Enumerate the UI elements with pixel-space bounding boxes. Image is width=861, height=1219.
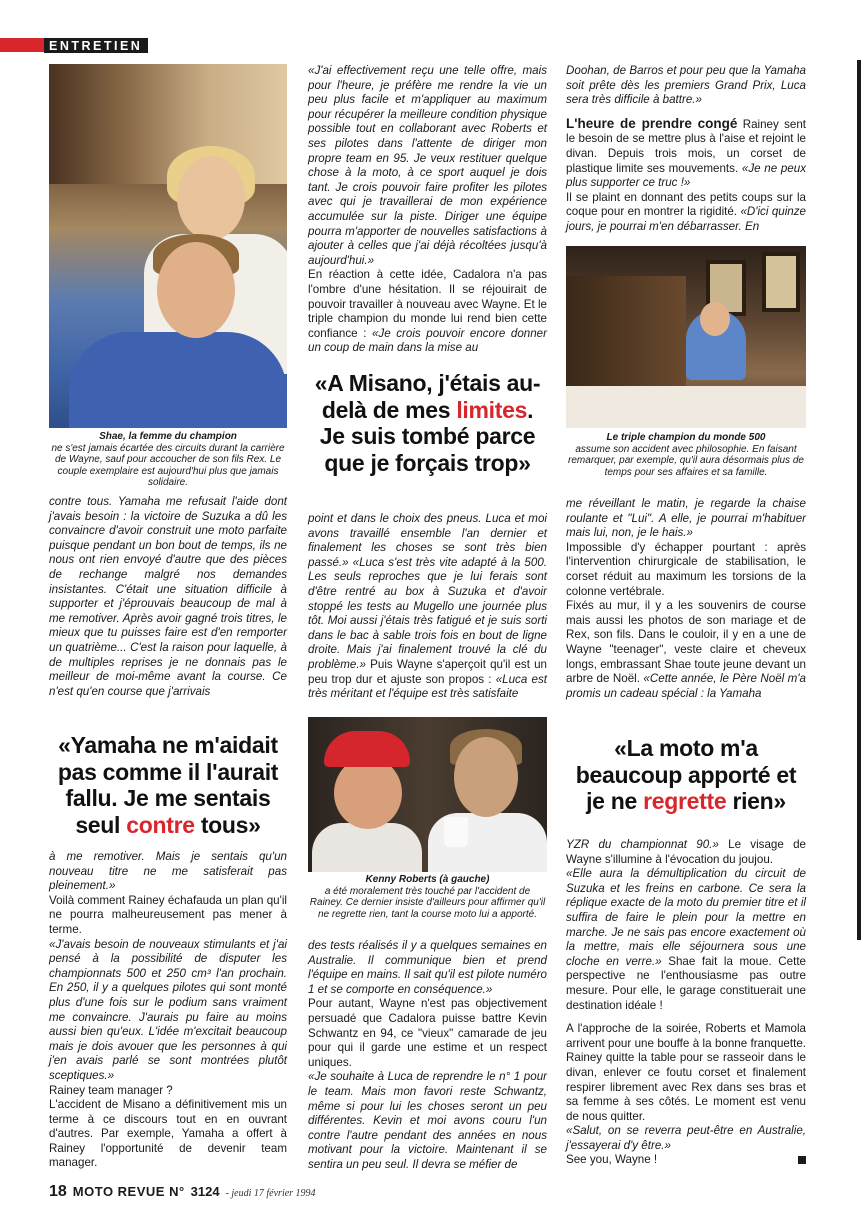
col3-p2-italic: «Je ne peux plus supporter ce truc !»	[566, 161, 807, 190]
pq1-red-word: limites	[456, 396, 528, 423]
col3-p6-italic: YZR du championnat 90.»	[566, 838, 719, 851]
col3-text-middle	[566, 497, 806, 701]
col1-text-bottom	[49, 850, 287, 1171]
col3-subhead: L'heure de prendre congé	[566, 115, 738, 131]
pullquote-regrette	[566, 735, 806, 815]
pq1-part-a: «A Misano, j'étais au-delà de mes	[314, 370, 541, 423]
photo-rainey-and-shae	[49, 64, 287, 428]
col2-p3: point et dans le choix des pneus. Luca et moi avons travaillé ensemble l'an dernier et finalement les choses se sont très bien passé.» «Luca s'est très vite adapté à la 500. Les seuls reproches que je lui ferais sont d'être rentré au box à Suzuka et d'avoir stoppé les tests au Mugello une journée plus tôt. Moi aussi j'étais très fatigué et je suis sorti dans le bac à sable trois fois en bout de ligne droite. Mais j'ai finalement trouvé la clé du problème.»	[308, 512, 547, 671]
issue-date: - jeudi 17 février 1994	[225, 1188, 316, 1199]
col2-p3b: Puis Wayne s'aperçoit qu'il est un peu trop dur et ajuste son propos :	[308, 657, 547, 686]
col1-p2: à me remotiver. Mais je sentais qu'un nouveau titre ne me satisferait pas pleinement.»	[49, 850, 287, 893]
col1-p3: Voilà comment Rainey échafauda un plan qu'il ne pourra malheureusement pas mener à terme.	[49, 893, 287, 936]
col1-p4: «J'avais besoin de nouveaux stimulants et j'ai pensé à la possibilité de disputer les championnats 500 et 250 cm³ l'an prochain. En 250, il y a quelques pilotes qui sont monté plus d'une fois sur le podium sans vraiment me convaincre. J'aurais pu faire au moins aussi bien qu'eux. L'idée m'excitait beaucoup mais je dois avouer que les personnes à qui j'en avais parlé se sont montrées plutôt sceptiques.»	[49, 937, 287, 1082]
col3-p7-italic: «Elle aura la démultiplication du circuit de Suzuka et les freins en carbone. Ce sera la réplique exacte de la moto du premier titre et il suffira de faire le plein pour la mettre en marche. Je ne sais pas encore exactement où la mettre, mais elle séjournera sous une cloche en verre.»	[566, 867, 806, 968]
photo-rainey-at-desk	[566, 246, 806, 428]
col2-p1: «J'ai effectivement reçu une telle offre, mais pour l'heure, je préfère me rendre la vie un peu plus facile et m'appliquer au maximum pour récupérer la meilleure condition physique possible tout en collaborant avec Roberts et ses pilotes dans l'attente de diriger mon propre team en 95. Je veux restituer quelque chose à la moto, à ce sport auquel je dois tant. Je crois pouvoir faire profiter les pilotes avec qui je travaillerai de mon expérience accumulée sur la piste. Diriger une équipe pourra m'apporter de nouvelles satisfactions à ajouter à celles que j'ai déjà récoltées jusqu'à aujourd'hui.»	[308, 64, 547, 267]
section-red-bar	[0, 38, 44, 52]
pullquote-yamaha	[49, 732, 287, 838]
col2-text-bottom	[308, 939, 547, 1173]
pq3-part-a: «La moto m'a beaucoup apporté et je ne	[575, 735, 797, 814]
col1-p5: Rainey team manager ?	[49, 1083, 173, 1097]
col2-p4: des tests réalisés il y a quelques semaines en Australie. Il communique bien et prend l'équipe en mains. Il sait qu'il est pilote numéro 1 et se comporte en conséquence.»	[308, 939, 548, 996]
col3-p2: Rainey sent le besoin de se mettre plus à l'aise et rejoint le divan. Depuis trois mois, un corset de plastique limite ses mouvements.	[566, 117, 806, 175]
issue-number: 3124	[190, 1184, 220, 1199]
col3-p4-italic: me réveillant le matin, je regarde la chaise roulante et "Lui". A elle, je pourrai m'habituer mais lui, non, je le hais.»	[566, 497, 806, 540]
col2-p2-italic: «Je crois pouvoir encore donner un coup de main dans la mise au	[308, 326, 547, 355]
col3-p6: Le visage de Wayne s'illumine à l'évocation du joujou.	[566, 838, 806, 866]
col3-p9: «Salut, on se reverra peut-être en Australie, j'essayerai d'y être.»	[566, 1124, 806, 1152]
magazine-name: MOTO REVUE N°	[72, 1184, 185, 1199]
col2-p5: Pour autant, Wayne n'est pas objectivement persuadé que Cadalora puisse battre Kevin Schwantz en 94, ce "vieux" camarade de jeu pour qui il garde une estime et un respect uniques.	[308, 997, 547, 1069]
col3-text-bottom	[566, 838, 806, 1168]
col2-p3c: «Luca est très méritant et l'équipe est très satisfaite	[308, 672, 547, 701]
col3-p5-italic: «Cette année, le Père Noël m'a promis un cadeau spécial : la Yamaha	[566, 672, 807, 700]
photo3-caption-text: a été moralement très touché par l'accident de Rainey. Ce dernier insiste d'ailleurs pour affirmer qu'il ne regrette rien, tant la course moto lui a apporté.	[309, 885, 546, 920]
pq3-red-word: regrette	[643, 788, 727, 814]
photo3-caption-title: Kenny Roberts (à gauche)	[365, 874, 490, 885]
col2-p2: En réaction à cette idée, Cadalora n'a pas l'ombre d'une hésitation. Il se réjouirait de pouvoir travailler à nouveau avec Wayne. Et le triple champion du monde lui rend bien cette confiance :	[308, 268, 547, 340]
section-label: ENTRETIEN	[44, 38, 148, 53]
pq3-part-b: rien»	[732, 788, 786, 814]
col3-p1: Doohan, de Barros et pour peu que la Yamaha soit prête dès les premiers Grand Prix, Luca sera très difficile à battre.»	[566, 64, 806, 107]
photo1-caption-title: Shae, la femme du champion	[99, 431, 237, 442]
photo2-caption-title: Le triple champion du monde 500	[606, 432, 766, 443]
pq2-part-b: tous»	[200, 811, 261, 838]
end-mark	[798, 1156, 806, 1164]
col1-p6: L'accident de Misano a définitivement mis un terme à ce discours tout en en ouvrant d'autres. Par exemple, Yamaha a offert à Rainey l'opportunité de devenir team manager.	[49, 1098, 287, 1170]
col3-p8: A l'approche de la soirée, Roberts et Mamola arrivent pour une bouffe à la bonne franquette. Rainey quitte la table pour se rasseoir dans le divan, enlever ce foutu corset et finalement respirer librement avec Rex dans ses bras et sa femme à ses côtés. Le moment est venu de nous quitter.	[566, 1022, 806, 1123]
col1-text-top	[49, 495, 287, 699]
col2-text-middle	[308, 512, 547, 702]
col3-p3: Il se plaint en donnant des petits coups sur la coque pour en montrer la rigidité.	[566, 190, 806, 219]
pq1-part-b: . Je suis tombé parce que je forçais trop»	[319, 396, 536, 476]
col1-p1: contre tous. Yamaha me refusait l'aide dont j'avais besoin : la victoire de Suzuka a dû les convaincre d'avoir construit une moto parfaite puisque pendant un bon bout de temps, ils ne nous ont rien envoyé d'autre que des pièces de rechange malgré nos demandes insistantes. C'était une situation difficile à supporter et j'éprouvais beaucoup de mal à me remotiver. Après avoir gagné trois titres, le mieux que tu puisses faire est d'en remporter un quatrième... C'est la raison pour laquelle, à de multiples reprises je ne donnais pas le meilleur de moi-même avant la course. Ce n'est qu'en course que j'arrivais	[49, 495, 287, 698]
photo1-caption	[49, 431, 287, 489]
photo2-caption	[566, 432, 806, 478]
pq2-part-a: «Yamaha ne m'aidait pas comme il l'aurait fallu. Je me sentais seul	[57, 732, 279, 838]
col3-p5: Fixés au mur, il y a les souvenirs de course mais aussi les photos de son mariage et de Rex, son fils. Dans le couloir, il y en a une de Wayne "teenager", veste claire et cheveux longs, embrassant Shae toute jeune devant un arbre de Noël.	[566, 599, 806, 686]
photo3-caption	[308, 874, 547, 920]
col2-p6: «Je souhaite à Luca de reprendre le n° 1 pour le team. Mais mon favori reste Schwantz, même si pour lui les choses seront un peu différentes. Kevin et moi avons couru l'un contre l'autre pendant des années en nous motivant pour la victoire. Maintenant il se sentira un peu seul. Il devra se méfier de	[308, 1070, 547, 1171]
photo1-caption-text: ne s'est jamais écartée des circuits durant la carrière de Wayne, sauf pour accoucher de son fils Rex. Le couple exemplaire est aujourd'hui plus que jamais solidaire.	[51, 442, 285, 489]
photo-roberts-and-rainey	[308, 717, 547, 872]
photo2-caption-text: assume son accident avec philosophie. En faisant remarquer, par exemple, qu'il aura désormais plus de temps pour ses affaires et sa famille.	[568, 443, 804, 478]
page-footer	[49, 1183, 316, 1203]
page-number: 18	[49, 1183, 67, 1200]
page-edge-rule	[857, 60, 861, 940]
pq2-red-word: contre	[126, 811, 195, 838]
section-tag	[0, 36, 148, 54]
col3-p10: See you, Wayne !	[566, 1153, 658, 1167]
col3-p3-italic: «D'ici quinze jours, je pourrai m'en débarrasser. En	[566, 205, 806, 233]
pullquote-misano	[308, 370, 547, 476]
col3-text-top	[566, 64, 806, 235]
col2-text-top	[308, 64, 547, 356]
col3-p7: Shae fait la moue. Cette perspective ne l'enthousiasme pas outre mesure. Pour elle, le garage constituerait une destination idéale !	[566, 954, 806, 1012]
col3-p4: Impossible d'y échapper pourtant : après l'intervention chirurgicale de stabilisation, le corset réduit au maximum les torsions de la colonne vertébrale.	[566, 540, 806, 598]
